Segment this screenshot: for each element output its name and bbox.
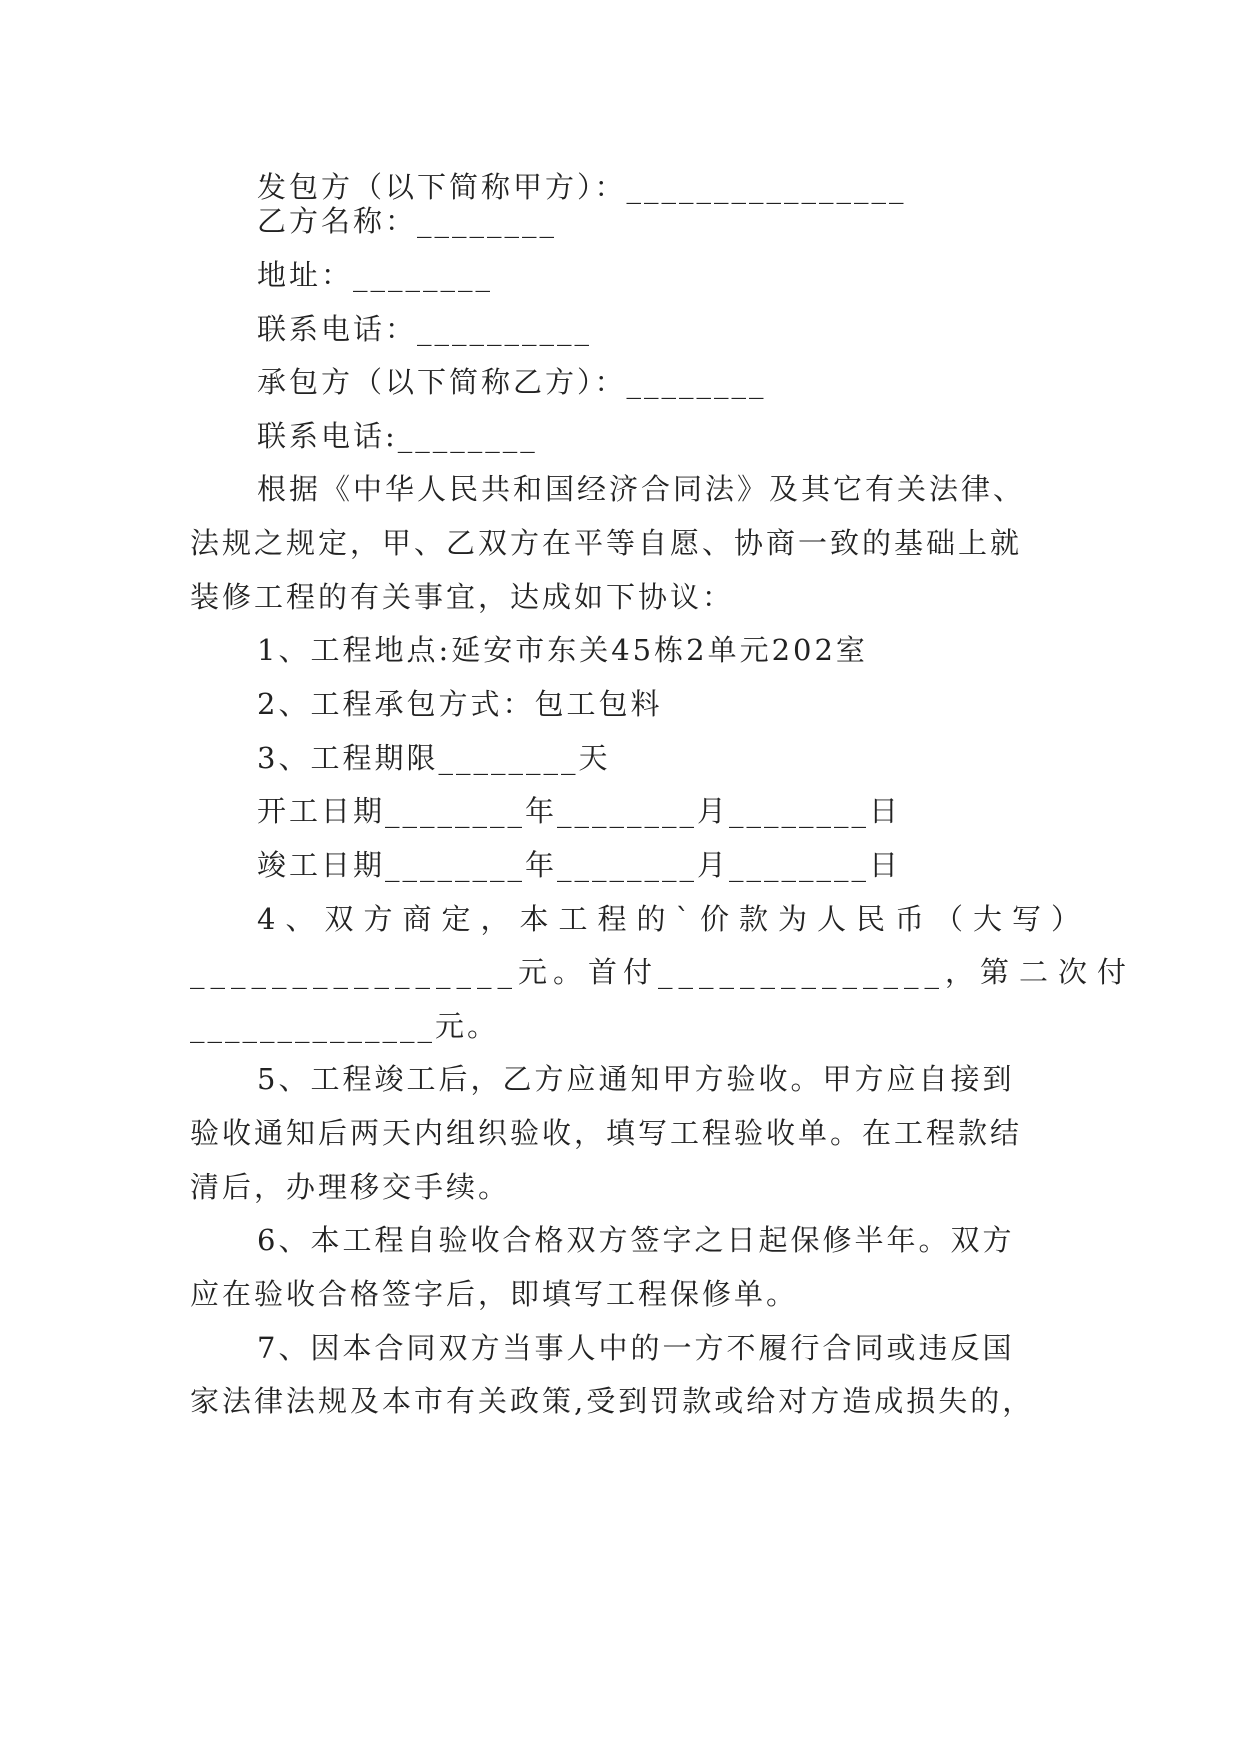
- clause-2-method: 2、工程承包方式：包工包料: [257, 687, 663, 721]
- preamble-line-3: 装修工程的有关事宜，达成如下协议：: [190, 580, 735, 614]
- clause-3-duration: 3、工程期限________天: [257, 741, 611, 775]
- clause-1-location: 1、工程地点:延安市东关45栋2单元202室: [257, 633, 868, 667]
- clause-5-line-2: 验收通知后两天内组织验收，填写工程验收单。在工程款结: [190, 1116, 1023, 1150]
- clause-5-line-1: 5、工程竣工后，乙方应通知甲方验收。甲方应自接到: [257, 1062, 1015, 1096]
- clause-5-line-3: 清后，办理移交手续。: [190, 1170, 511, 1204]
- preamble-line-1: 根据《中华人民共和国经济合同法》及其它有关法律、: [257, 472, 1026, 506]
- preamble-line-2: 法规之规定，甲、乙双方在平等自愿、协商一致的基础上就: [190, 526, 1023, 560]
- phone-line-2: 联系电话:________: [257, 419, 538, 453]
- phone-line-1: 联系电话：__________: [257, 312, 593, 346]
- clause-4-price-line-2: [190, 952, 1137, 992]
- price-total-blank: ________________元。首付: [190, 955, 659, 989]
- party-a-line: 发包方（以下简称甲方）：________________: [257, 170, 907, 204]
- first-payment-blank: ______________，: [658, 955, 981, 989]
- clause-4-price-line-3: ______________元。: [190, 1009, 500, 1043]
- clause-7-line-1: 7、因本合同双方当事人中的一方不履行合同或违反国: [257, 1331, 1015, 1365]
- contractor-line: 承包方（以下简称乙方）：________: [257, 365, 767, 399]
- clause-4-price-line-1: 4、双方商定，本工程的`价款为人民币（大写）: [257, 902, 1090, 936]
- clause-7-line-2: 家法律法规及本市有关政策,受到罚款或给对方造成损失的，: [190, 1384, 1035, 1418]
- party-b-name-line: 乙方名称：________: [257, 204, 558, 238]
- clause-6-line-2: 应在验收合格签字后，即填写工程保修单。: [190, 1277, 799, 1311]
- completion-date-line: 竣工日期________年________月________日: [257, 848, 902, 882]
- address-line: 地址：________: [257, 258, 494, 292]
- start-date-line: 开工日期________年________月________日: [257, 794, 902, 828]
- second-payment-label: 第二次付: [980, 955, 1137, 989]
- clause-6-line-1: 6、本工程自验收合格双方签字之日起保修半年。双方: [257, 1223, 1015, 1257]
